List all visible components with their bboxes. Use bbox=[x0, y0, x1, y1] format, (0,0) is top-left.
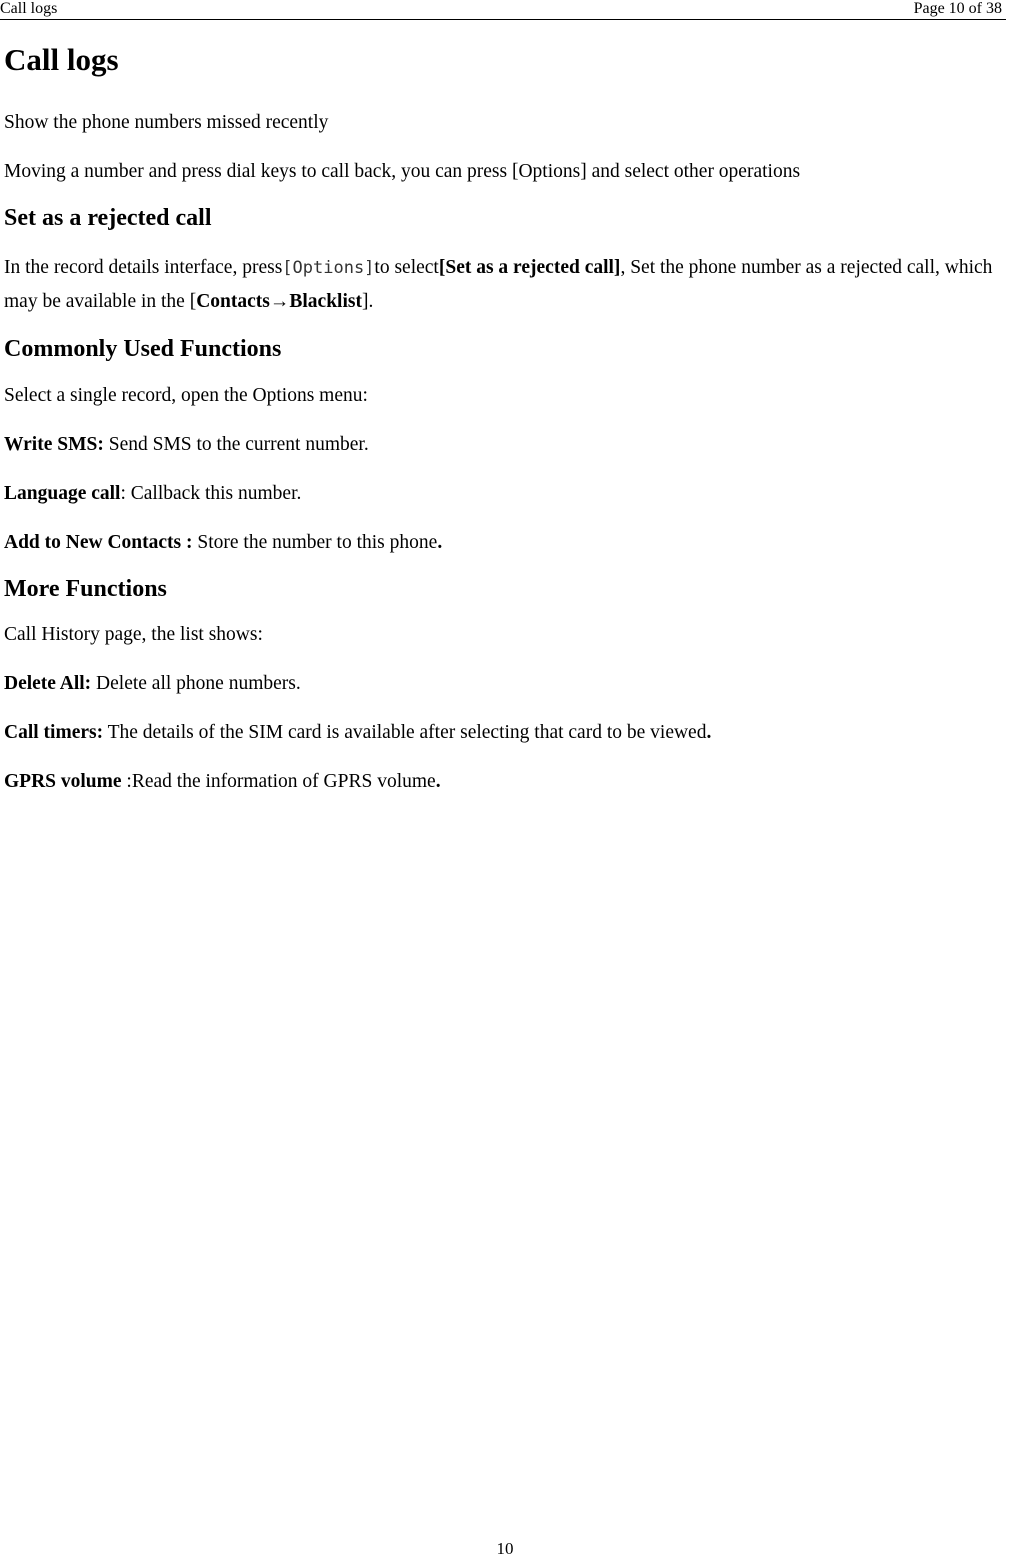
function-item bbox=[4, 671, 1008, 696]
options-key-label: [Options] bbox=[282, 258, 375, 278]
page-header bbox=[0, 0, 1006, 20]
function-item bbox=[4, 530, 1008, 555]
text-run: In the record details interface, press bbox=[4, 257, 283, 278]
function-end-mark: . bbox=[437, 532, 443, 553]
function-end-mark: . bbox=[706, 722, 712, 743]
function-term: Delete All: bbox=[4, 673, 92, 694]
function-description: Delete all phone numbers. bbox=[91, 673, 301, 694]
function-item bbox=[4, 481, 1008, 506]
page-title: Call logs bbox=[4, 42, 119, 77]
text-run: , Set the phone number as a rejected call, which may be available in the [ bbox=[4, 257, 993, 312]
function-term: Add to New Contacts : bbox=[4, 532, 193, 553]
section-heading-common-functions: Commonly Used Functions bbox=[4, 336, 282, 362]
document-body bbox=[4, 38, 1008, 794]
function-item bbox=[4, 769, 1008, 794]
section-intro: Call History page, the list shows: bbox=[4, 624, 263, 645]
section-heading-more-functions: More Functions bbox=[4, 576, 167, 602]
menu-path-reference: Contacts→Blacklist bbox=[196, 291, 362, 312]
section-heading-rejected-call: Set as a rejected call bbox=[4, 205, 212, 231]
text-run: ]. bbox=[361, 291, 374, 312]
function-term: Call timers: bbox=[4, 722, 104, 743]
header-page-count: Page 10 of 38 bbox=[913, 0, 1002, 17]
function-term: GPRS volume bbox=[4, 771, 122, 792]
menu-item-reference: [Set as a rejected call] bbox=[438, 257, 621, 278]
text-run: to select bbox=[374, 257, 439, 278]
function-end-mark: . bbox=[435, 771, 441, 792]
section-intro: Select a single record, open the Options menu: bbox=[4, 385, 368, 406]
function-term: Language call bbox=[4, 483, 121, 504]
intro-paragraph: Moving a number and press dial keys to call back, you can press [Options] and select other operations bbox=[4, 161, 801, 182]
function-description: The details of the SIM card is available after selecting that card to be viewed bbox=[103, 722, 707, 743]
function-description: Store the number to this phone bbox=[192, 532, 438, 553]
function-item bbox=[4, 432, 1008, 457]
function-term: Write SMS: bbox=[4, 434, 104, 455]
function-description: :Read the information of GPRS volume bbox=[121, 771, 436, 792]
function-item bbox=[4, 720, 1008, 745]
rejected-call-paragraph bbox=[4, 251, 1008, 318]
page-number: 10 bbox=[496, 1539, 514, 1558]
function-description: : Callback this number. bbox=[120, 483, 302, 504]
intro-paragraph: Show the phone numbers missed recently bbox=[4, 112, 329, 133]
header-section-title: Call logs bbox=[0, 0, 58, 17]
function-description: Send SMS to the current number. bbox=[103, 434, 369, 455]
page-footer bbox=[0, 1539, 1010, 1559]
